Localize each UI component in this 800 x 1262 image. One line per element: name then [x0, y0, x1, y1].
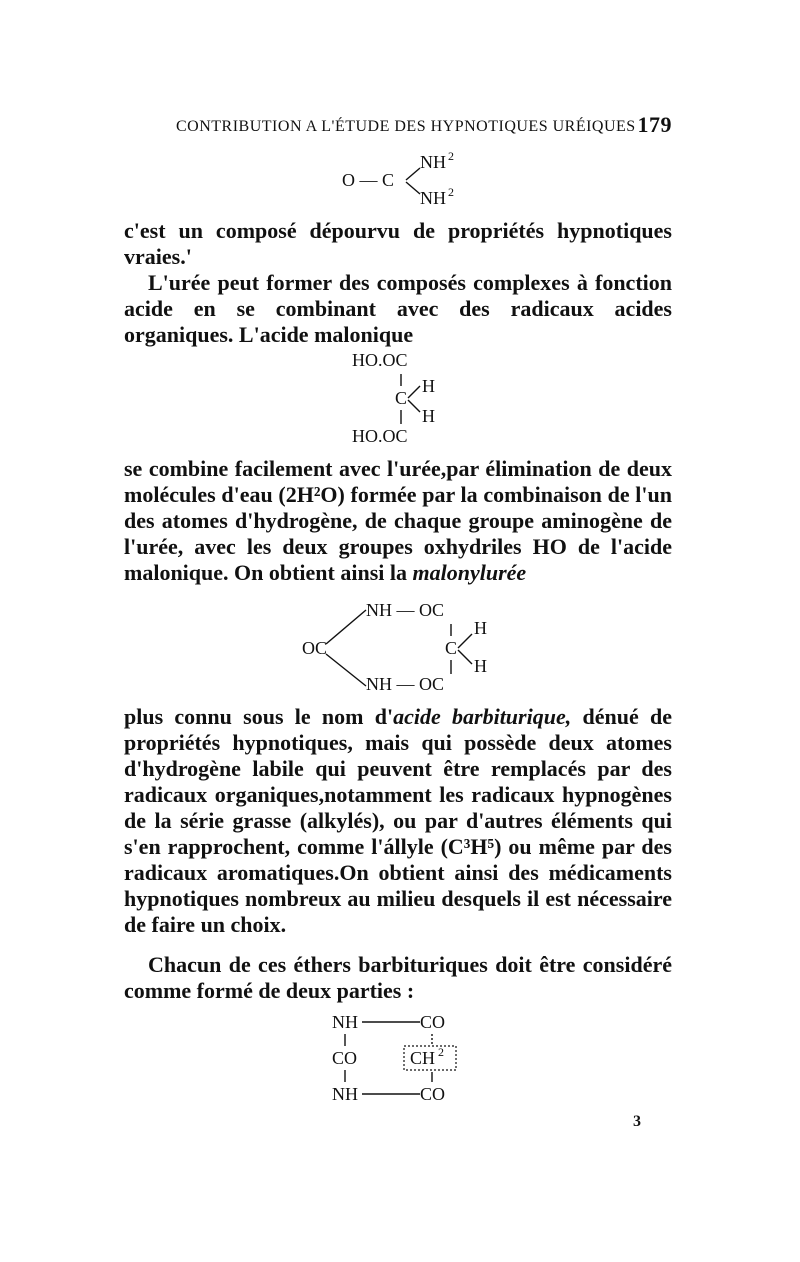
barbituric-skeleton-formula: [330, 1010, 470, 1106]
malonic-bottom: HO.OC: [352, 426, 408, 446]
malonylurea-nh-top: NH — OC: [366, 600, 445, 620]
paragraph-4-start: plus connu sous le nom d': [124, 704, 394, 729]
term-malonyluree: malonylurée: [412, 560, 527, 585]
malonylurea-center: C: [445, 638, 458, 658]
malonic-bond-h-top: [408, 386, 420, 398]
malonylurea-nh-bottom: NH — OC: [366, 674, 445, 694]
barb-ch2: CH: [410, 1048, 436, 1068]
page-number: 179: [637, 112, 672, 137]
running-header: [176, 112, 672, 142]
paragraph-1: c'est un composé dépourvu de propriétés hypnotiques vraies.': [124, 218, 672, 269]
barb-co-top: CO: [420, 1012, 446, 1032]
malonylurea-h-bottom: H: [474, 656, 487, 676]
urea-bond-up: [406, 168, 420, 180]
paragraph-3: [124, 456, 672, 586]
malonic-bond-h-bottom: [408, 400, 420, 412]
urea-nh-top: NH: [420, 152, 446, 172]
malonylurea-oc-left: OC: [302, 638, 328, 658]
running-title: CONTRIBUTION A L'ÉTUDE DES HYPNOTIQUES URÉIQUES: [176, 118, 636, 135]
urea-nh-bottom-sup: 2: [448, 185, 454, 199]
urea-nh-bottom: NH: [420, 188, 446, 208]
signature-mark: 3: [633, 1113, 641, 1130]
paragraph-5: Chacun de ces éthers barbituriques doit être considéré comme formé de deux parties :: [124, 952, 672, 1003]
barb-nh-bottom: NH: [332, 1084, 358, 1104]
barb-nh-top: NH: [332, 1012, 358, 1032]
urea-nh-top-sup: 2: [448, 149, 454, 163]
malonylurea-formula: [300, 598, 500, 698]
urea-left: O — C: [342, 170, 395, 190]
barb-co-left: CO: [332, 1048, 358, 1068]
malonic-center: C: [395, 388, 408, 408]
paragraph-4: [124, 704, 672, 938]
paragraph-2: L'urée peut former des composés complexes à fonction acide en se combinant avec des radicaux acides organiques. L'acide malonique: [124, 270, 672, 347]
malonic-top: HO.OC: [352, 350, 408, 370]
malonylurea-bond-h-top: [458, 634, 472, 648]
term-acide-barbiturique: acide barbiturique,: [393, 704, 572, 729]
urea-bond-down: [406, 182, 420, 194]
malonylurea-bond-h-bottom: [458, 650, 472, 664]
paragraph-3-text: se combine facilement avec l'urée,par élimination de deux molécules d'eau (2H²O) formée par la combinaison de l'un des atomes d'hydrogène, de chaque groupe aminogène de l'urée, avec les deux groupes oxhydriles HO de l'acide malonique. On obtient ainsi la: [124, 456, 672, 585]
malonylurea-h-top: H: [474, 618, 487, 638]
malonic-h-bottom: H: [422, 406, 435, 426]
barb-co-bottom: CO: [420, 1084, 446, 1104]
barb-ch2-sup: 2: [438, 1045, 444, 1059]
malonylurea-bond-down: [326, 654, 366, 686]
paragraph-4-rest: dénué de propriétés hypnotiques, mais qui possède deux atomes d'hydrogène labile qui peuvent être remplacés par des radicaux organiques,notamment les radicaux hypnogènes de la série grasse (alkylés), ou par d'autres éléments qui s'en rapprochent, comme l'állyle (C³H⁵) ou même par des radicaux aromatiques.On obtient ainsi des médicaments hypnotiques nombreux au milieu desquels il est nécessaire de faire un choix.: [124, 704, 672, 937]
malonic-acid-formula: [350, 348, 470, 448]
urea-formula: [340, 148, 480, 210]
malonic-h-top: H: [422, 376, 435, 396]
malonylurea-bond-up: [326, 610, 366, 644]
